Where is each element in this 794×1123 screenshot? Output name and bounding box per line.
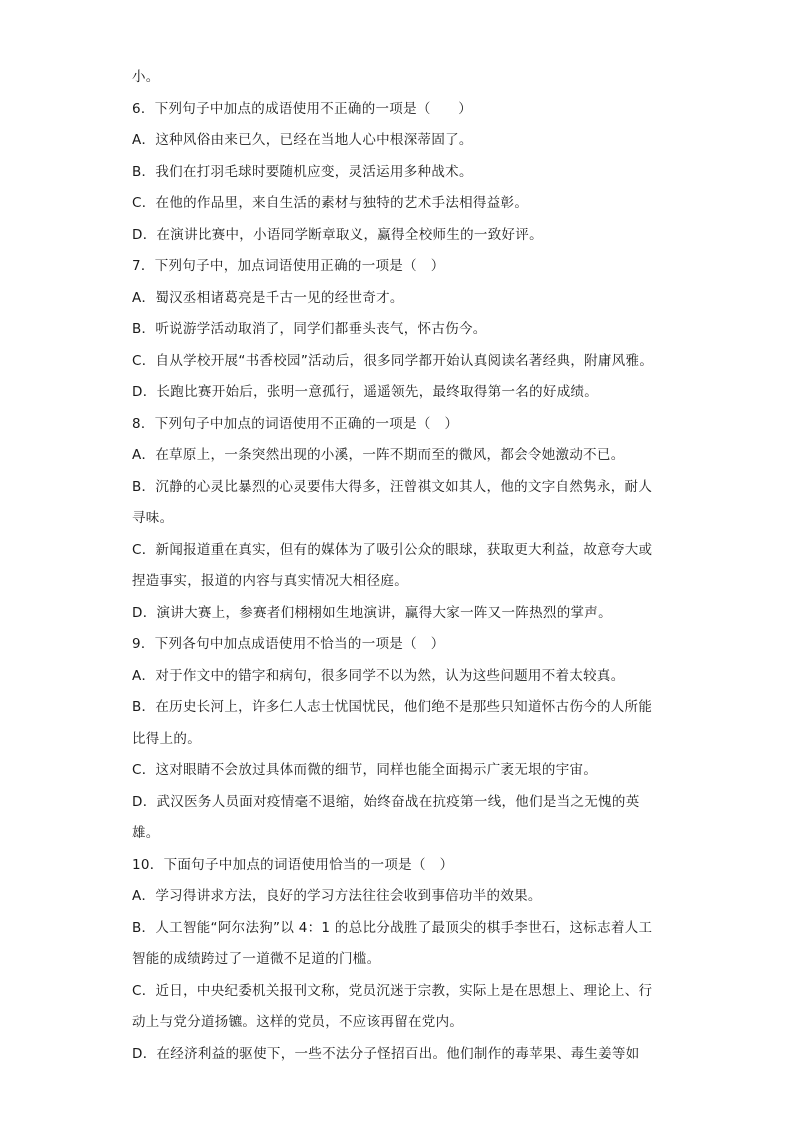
text-line: B．在历史长河上，许多仁人志士忧国忧民，他们绝不是那些只知道怀古伤今的人所能 [132, 699, 653, 715]
text-line: 8．下列句子中加点的词语使用不正确的一项是（ ） [132, 415, 459, 432]
text-line: A．这种风俗由来已久，已经在当地人心中根深蒂固了。 [132, 132, 473, 148]
text-line: C．在他的作品里，来自生活的素材与独特的艺术手法相得益彰。 [132, 195, 529, 211]
text-line: 智能的成绩跨过了一道微不足道的门槛。 [132, 951, 381, 967]
text-line: 7．下列句子中，加点词语使用正确的一项是（ ） [132, 258, 445, 274]
text-line: C．自从学校开展“书香校园”活动后，很多同学都开始认真阅读名著经典，附庸风雅。 [132, 352, 654, 369]
text-line: 雄。 [132, 825, 160, 841]
text-line: 小。 [132, 69, 160, 85]
text-line: B．沉静的心灵比暴烈的心灵要伟大得多，汪曾祺文如其人，他的文字自然隽永，耐人 [132, 478, 653, 495]
text-line: 10．下面句子中加点的词语使用恰当的一项是（ ） [132, 856, 454, 873]
text-line: B．人工智能“阿尔法狗”以 4：1 的总比分战胜了最顶尖的棋手李世石，这标志着人工 [132, 919, 653, 936]
text-line: 9．下列各句中加点成语使用不恰当的一项是（ ） [132, 636, 445, 652]
text-line: C．这对眼睛不会放过具体而微的细节，同样也能全面揭示广袤无垠的宇宙。 [132, 762, 598, 778]
text-line: D．长跑比赛开始后，张明一意孤行，遥遥领先，最终取得第一名的好成绩。 [132, 384, 599, 400]
text-line: D．演讲大赛上，参赛者们栩栩如生地演讲，赢得大家一阵又一阵热烈的掌声。 [132, 604, 612, 621]
text-line: 比得上的。 [132, 730, 201, 747]
text-line: A．蜀汉丞相诸葛亮是千古一见的经世奇才。 [132, 289, 404, 306]
text-line: D．武汉医务人员面对疫情毫不退缩，始终奋战在抗疫第一线，他们是当之无愧的英 [132, 793, 640, 810]
question-text-block [132, 62, 662, 1070]
text-line: B．我们在打羽毛球时要随机应变，灵活运用多种战术。 [132, 163, 473, 180]
text-line: A．在草原上，一条突然出现的小溪，一阵不期而至的微风，都会令她激动不已。 [132, 447, 625, 463]
text-line: C．新闻报道重在真实，但有的媒体为了吸引公众的眼球，获取更大利益，故意夸大或 [132, 541, 653, 558]
text-line: D．在演讲比赛中，小语同学断章取义，赢得全校师生的一致好评。 [132, 226, 543, 243]
text-line: A．对于作文中的错字和病句，很多同学不以为然，认为这些问题用不着太较真。 [132, 667, 625, 684]
text-line: B．听说游学活动取消了，同学们都垂头丧气，怀古伤今。 [132, 321, 487, 337]
text-line: A．学习得讲求方法，良好的学习方法往往会收到事倍功半的效果。 [132, 888, 542, 904]
text-line: 动上与党分道扬镳。这样的党员，不应该再留在党内。 [132, 1014, 464, 1030]
text-line: D．在经济利益的驱使下，一些不法分子怪招百出。他们制作的毒苹果、毒生姜等如 [132, 1045, 640, 1062]
text-line: 6．下列句子中加点的成语使用不正确的一项是（ ） [132, 100, 473, 117]
text-line: 捏造事实，报道的内容与真实情况大相径庭。 [132, 573, 408, 589]
text-line: 寻味。 [132, 510, 174, 526]
text-line: C．近日，中央纪委机关报刊文称，党员沉迷于宗教，实际上是在思想上、理论上、行 [132, 982, 653, 999]
